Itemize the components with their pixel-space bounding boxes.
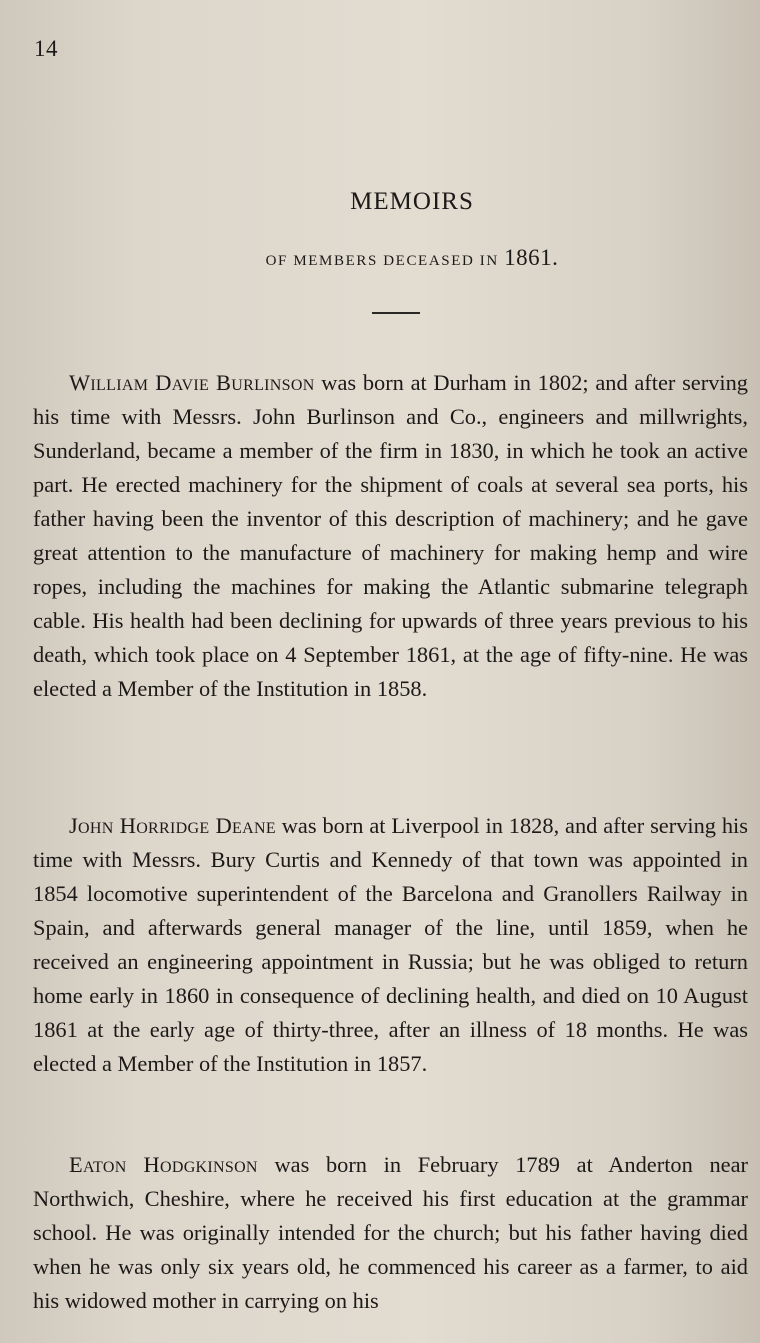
memoir-paragraph: [33, 1148, 748, 1318]
memoir-paragraph: [33, 809, 748, 1081]
memoir-name: Eaton Hodgkinson: [69, 1152, 258, 1177]
page-number: 14: [34, 36, 58, 61]
section-title: MEMOIRS: [350, 188, 474, 215]
section-subtitle: [32, 245, 760, 271]
memoir-name: William Davie Burlinson: [69, 370, 315, 395]
memoir-text: was born at Liverpool in 1828, and after serving his time with Messrs. Bury Curtis and Kennedy of that town was appointed in 1854 locomotive superintendent of the Barcelona and Granollers Railway in Spain, and afterwards general manager of the line, until 1859, when he received an engineering appointment in Russia; but he was obliged to return home early in 1860 in consequence of declining health, and died on 10 August 1861 at the early age of thirty-three, after an illness of 18 months. He was elected a Member of the Institution in 1857.: [33, 813, 748, 1076]
subtitle-year: 1861.: [504, 245, 559, 270]
memoir-text: was born at Durham in 1802; and after serving his time with Messrs. John Burlinson and Co., engineers and millwrights, Sunderland, became a member of the firm in 1830, in which he took an active part. He erected machinery for the shipment of coals at several sea ports, his father having been the inventor of this description of machinery; and he gave great attention to the manufacture of machinery for making hemp and wire ropes, including the machines for making the Atlantic submarine telegraph cable. His health had been declining for upwards of three years previous to his death, which took place on 4 September 1861, at the age of fifty-nine. He was elected a Member of the Institution in 1858.: [33, 370, 748, 701]
subtitle-prefix: OF MEMBERS DECEASED IN: [265, 253, 499, 269]
memoir-name: John Horridge Deane: [69, 813, 276, 838]
section-divider: [372, 312, 420, 314]
memoir-text: was born in February 1789 at Anderton near Northwich, Cheshire, where he received his first education at the grammar school. He was originally intended for the church; but his father having died when he was only six years old, he commenced his career as a farmer, to aid his widowed mother in carrying on his: [33, 1152, 748, 1313]
memoir-paragraph: [33, 366, 748, 706]
